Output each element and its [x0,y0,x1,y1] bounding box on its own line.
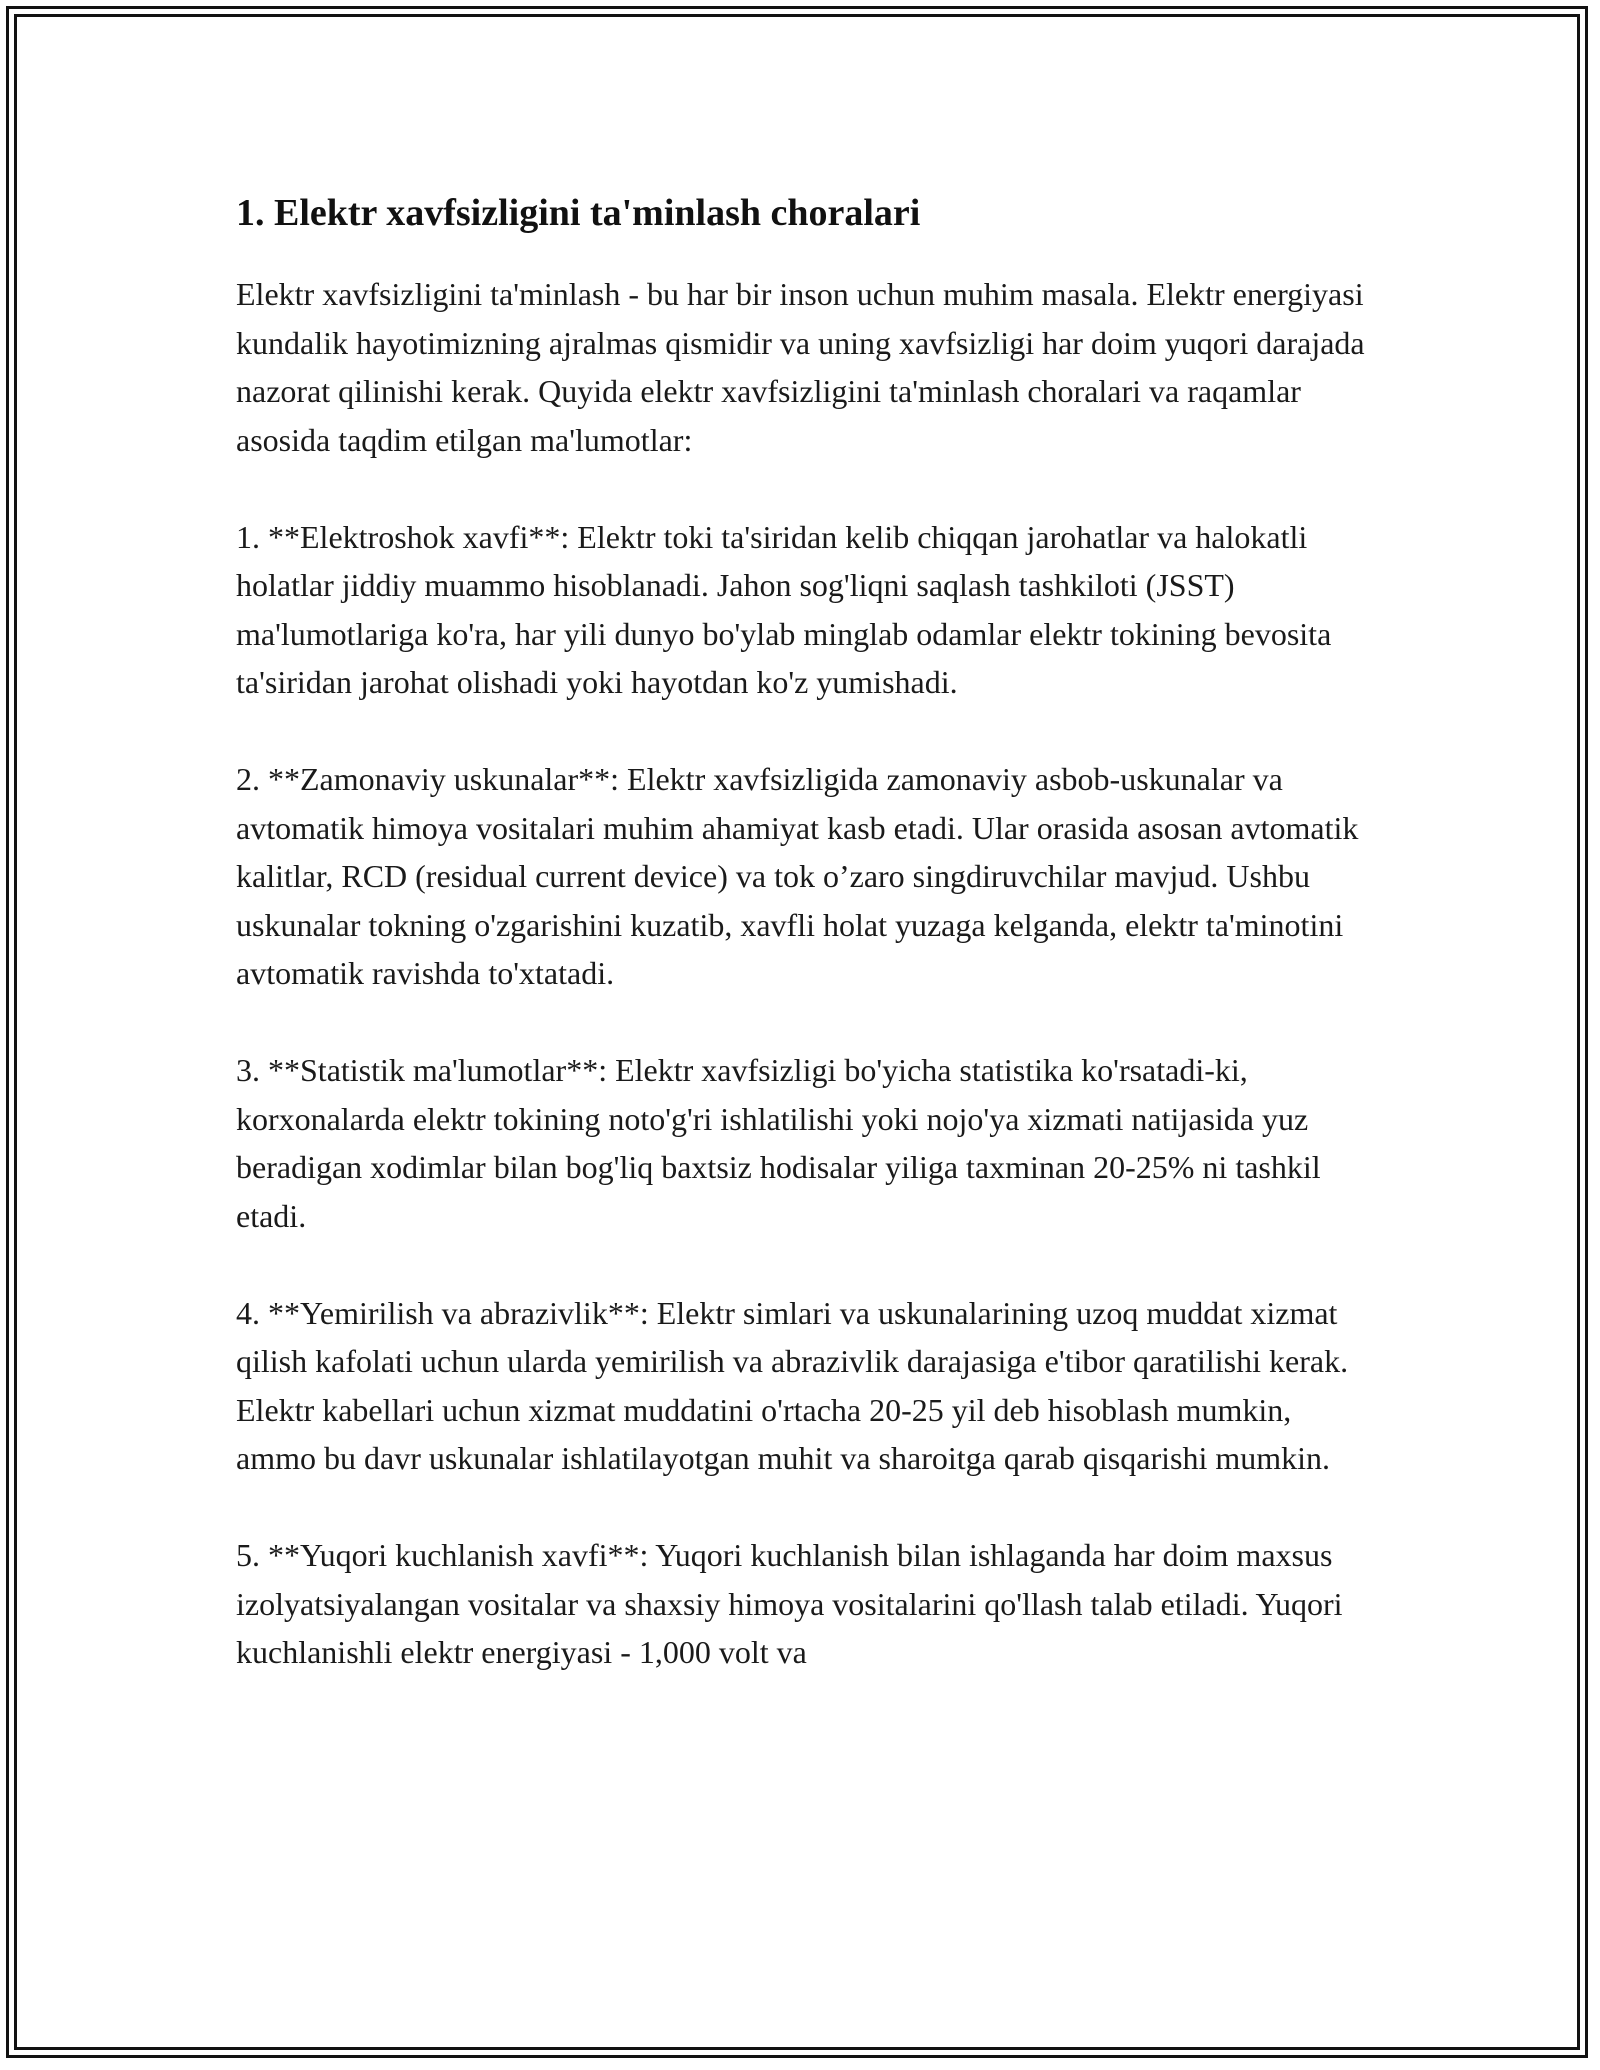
intro-paragraph: Elektr xavfsizligini ta'minlash - bu har bir inson uchun muhim masala. Elektr energiyasi kundalik hayotimizning ajralmas qismidir va uning xavfsizligi har doim yuqori darajada nazorat qilinishi kerak. Quyida elektr xavfsizligini ta'minlash choralari va raqamlar asosida taqdim etilgan ma'lumotlar: [236,276,1365,458]
list-item-modern-equipment: 2. **Zamonaviy uskunalar**: Elektr xavfsizligida zamonaviy asbob-uskunalar va avtomatik himoya vositalari muhim ahamiyat kasb etadi. Ular orasida asosan avtomatik kalitlar, RCD (residual current device) va tok o’zaro singdiruvchilar mavjud. Ushbu uskunalar tokning o'zgarishini kuzatib, xavfli holat yuzaga kelganda, elektr ta'minotini avtomatik ravishda to'xtatadi. [236,761,1359,991]
list-item-high-voltage: 5. **Yuqori kuchlanish xavfi**: Yuqori kuchlanish bilan ishlaganda har doim maxsus izolyatsiyalangan vositalar va shaxsiy himoya vositalarini qo'llash talab etiladi. Yuqori kuchlanishli elektr energiyasi - 1,000 volt va [236,1537,1343,1670]
document-body [236,186,1366,1725]
section-heading: 1. Elektr xavfsizligini ta'minlash choralari [236,192,921,234]
list-item-electroshock: 1. **Elektroshok xavfi**: Elektr toki ta'siridan kelib chiqqan jarohatlar va halokatli holatlar jiddiy muammo hisoblanadi. Jahon sog'liqni saqlash tashkiloti (JSST) ma'lumotlariga ko'ra, har yili dunyo bo'ylab minglab odamlar elektr tokining bevosita ta'siridan jarohat olishadi yoki hayotdan ko'z yumishadi. [236,518,1332,700]
list-item-statistics: 3. **Statistik ma'lumotlar**: Elektr xavfsizligi bo'yicha statistika ko'rsatadi-ki, korxonalarda elektr tokining noto'g'ri ishlatilishi yoki nojo'ya xizmati natijasida yuz beradigan xodimlar bilan bog'liq baxtsiz hodisalar yiliga taxminan 20-25% ni tashkil etadi. [236,1052,1321,1234]
list-item-wear-abrasion: 4. **Yemirilish va abrazivlik**: Elektr simlari va uskunalarining uzoq muddat xizmat qilish kafolati uchun ularda yemirilish va abrazivlik darajasiga e'tibor qaratilishi kerak. Elektr kabellari uchun xizmat muddatini o'rtacha 20-25 yil deb hisoblash mumkin, ammo bu davr uskunalar ishlatilayotgan muhit va sharoitga qarab qisqarishi mumkin. [236,1294,1349,1476]
